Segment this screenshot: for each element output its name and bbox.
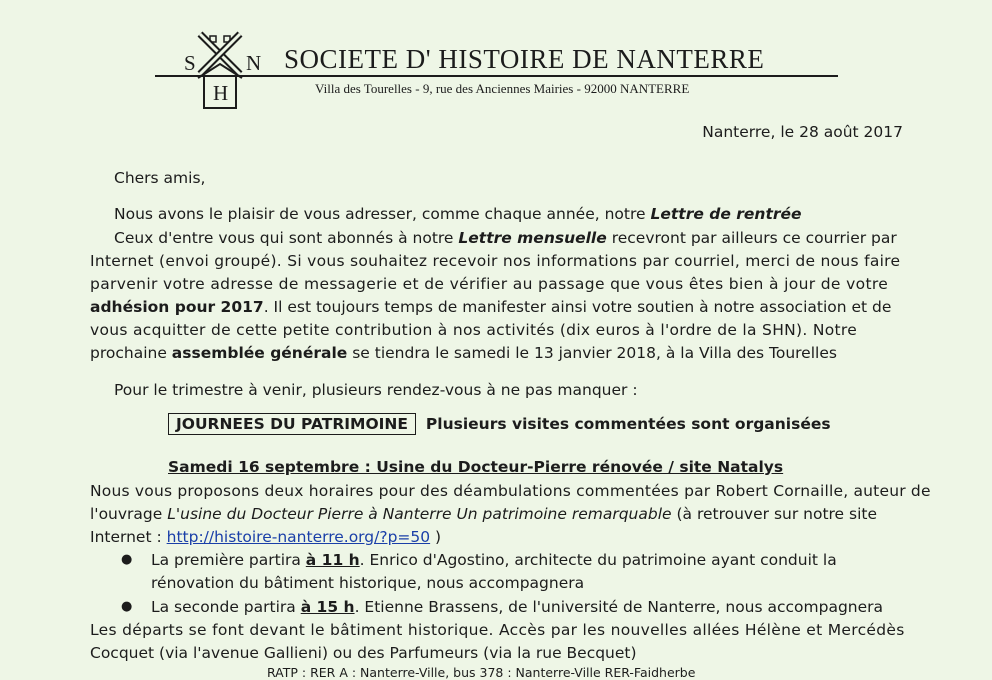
logo-letter-s: S [184, 51, 196, 75]
ratp-line: RATP : RER A : Nanterre-Ville, bus 378 : Nanterre-Ville RER-Faidherbe [267, 665, 696, 680]
society-address: Villa des Tourelles - 9, rue des Anciennes Mairies - 92000 NANTERRE [315, 81, 690, 96]
logo-letter-h: H [213, 81, 229, 105]
event-heading: Samedi 16 septembre : Usine du Docteur-Pierre rénovée / site Natalys [168, 458, 784, 476]
logo-letter-n: N [246, 51, 262, 75]
lettre-rentree: Lettre de rentrée [650, 205, 802, 223]
website-link[interactable]: http://histoire-nanterre.org/?p=50 [166, 528, 431, 546]
event-line-3: Internet : http://histoire-nanterre.org/?p=50 ) [90, 528, 442, 546]
time-11h: à 11 h [305, 551, 360, 569]
journees-patrimoine-box: JOURNEES DU PATRIMOINE [168, 413, 416, 435]
upcoming-intro: Pour le trimestre à venir, plusieurs rendez-vous à ne pas manquer : [114, 381, 638, 399]
time-15h: à 15 h [300, 598, 355, 616]
section-heading [168, 415, 831, 433]
bullet-item: La première partira à 11 h. Enrico d'Agostino, architecte du patrimoine ayant conduit la [151, 551, 837, 569]
book-title: L'usine du Docteur Pierre à Nanterre Un patrimoine remarquable [167, 505, 672, 523]
letter-date: Nanterre, le 28 août 2017 [702, 123, 903, 141]
bullet-icon: ● [121, 599, 133, 614]
header-rule [155, 75, 838, 77]
departure-line: Les départs se font devant le bâtiment historique. Accès par les nouvelles allées Hélène et Mercédès [90, 621, 905, 639]
bullet-item: La seconde partira à 15 h. Etienne Brassens, de l'université de Nanterre, nous accompagnera [151, 598, 884, 616]
society-title: SOCIETE D' HISTOIRE DE NANTERRE [284, 44, 765, 74]
access-line: Cocquet (via l'avenue Gallieni) ou des Parfumeurs (via la rue Becquet) [90, 644, 637, 662]
event-line-1: Nous vous proposons deux horaires pour des déambulations commentées par Robert Cornaille, auteur de [90, 482, 931, 500]
bullet-item-continuation: rénovation du bâtiment historique, nous accompagnera [151, 574, 585, 592]
section-subtitle: Plusieurs visites commentées sont organisées [425, 415, 831, 433]
event-line-2: l'ouvrage L'usine du Docteur Pierre à Nanterre Un patrimoine remarquable (à retrouver sur notre site [90, 505, 878, 523]
intro-paragraph: Nous avons le plaisir de vous adresser, comme chaque année, notre Lettre de rentrée [114, 205, 802, 223]
greeting: Chers amis, [114, 169, 206, 187]
bullet-icon: ● [121, 552, 133, 567]
